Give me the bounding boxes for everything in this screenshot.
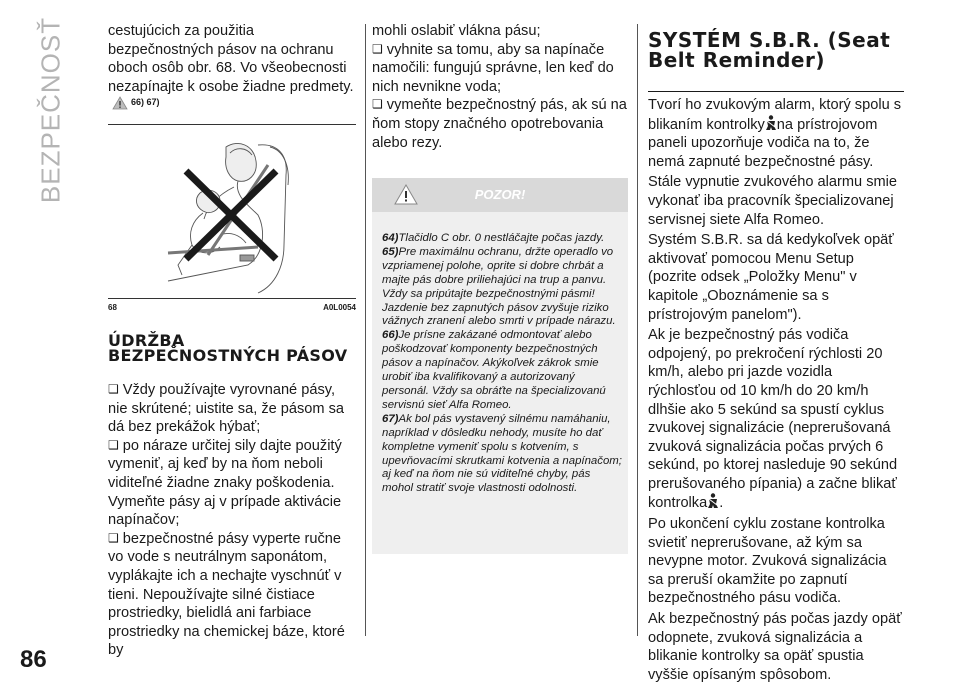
warning-ref-66: 66): [382, 329, 399, 342]
figure-caption: [108, 303, 356, 312]
paragraph-text: Tvorí ho zvukovým alarm, ktorý spolu s blikaním kontrolky: [648, 97, 902, 133]
page-number: 86: [20, 646, 47, 673]
warning-item: Pre maximálnu ochranu, držte operadlo vo vzpriamenej polohe, oprite si dobre chrbát a majte pás dobre priliehajúci na trup a panvu. Vždy sa pripútajte bezpečnostnými pásmi! Jazdenie bez zapnutých pásov zvyšuje riziko vážnych zranení alebo smrti v prípade nárazu.: [382, 245, 616, 328]
warning-triangle-icon: [112, 96, 128, 110]
heading-sbr-system: SYSTÉM S.B.R. (Seat Belt Reminder): [648, 28, 891, 72]
column-divider: [637, 24, 638, 636]
heading-belt-maintenance: ÚDRŽBA BEZPEČNOSTNÝCH PÁSOV: [108, 331, 348, 365]
warning-item: Je prísne zakázané odmontovať alebo poškodzovať komponenty bezpečnostných pásov a napínačov. Akýkoľvek zákrok smie urobiť iba kvalifikovaný a autorizovaný personál. Vždy sa obráťte na špecializovanú servisnú sieť Alfa Romeo.: [382, 329, 606, 411]
column-divider: [365, 24, 366, 636]
column-3-text: [648, 96, 904, 686]
figure-top-rule: [108, 124, 356, 125]
warning-ref-67: 67): [382, 412, 399, 425]
warning-text: [382, 232, 622, 496]
warning-ref-64: 64): [382, 232, 399, 244]
warning-ref-65: 65): [382, 245, 399, 258]
intro-refs: 66) 67): [131, 97, 160, 108]
list-item: ❑ bezpečnostné pásy vyperte ručne vo vode s neutrálnym saponátom, vyplákajte ich a nechajte vyschnúť v tieni. Nepoužívajte silné čistiace prostriedky, bielidlá ani farbiace prostriedky na chemickej báze, ktoré by: [108, 530, 356, 660]
seatbelt-warning-icon: [707, 493, 719, 509]
section-side-label: BEZPEČNOSŤ: [35, 16, 66, 204]
list-item: ❑ Vždy používajte vyrovnané pásy, nie skrútené; uistite sa, že pásom sa dá bez prekážok hýbať;: [108, 381, 356, 437]
seatbelt-warning-icon: [765, 115, 777, 131]
figure-code: A0L0054: [323, 303, 356, 312]
column-1-list: [108, 381, 356, 660]
list-item: ❑ po náraze určitej sily dajte použitý vymeniť, aj keď by na ňom neboli viditeľné žiadne znaky poškodenia. Vymeňte pásy aj v prípade aktivácie napínačov;: [108, 437, 356, 530]
warning-title: POZOR!: [474, 187, 526, 202]
paragraph-text: Ak bezpečnostný pás počas jazdy opäť odopnete, zvuková signalizácia a blikanie kontrolky sa opäť spustia vyššie opísaným spôsobom.: [648, 611, 902, 683]
list-item: ❑ vymeňte bezpečnostný pás, ak sú na ňom stopy značného opotrebovania alebo rezy.: [372, 96, 628, 152]
heading-rule: [648, 91, 904, 92]
figure-mother-child-seatbelt: [108, 135, 356, 295]
paragraph-text: na prístrojovom paneli upozorňuje vodiča na to, že nemá zapnuté bezpečnostné pásy.: [648, 116, 878, 170]
figure-number: 68: [108, 303, 117, 312]
warning-header: [372, 178, 628, 212]
paragraph-text: .: [719, 495, 724, 512]
warning-item: Tlačidlo C obr. 0 nestláčajte počas jazdy.: [398, 232, 605, 244]
column-2-text: [372, 22, 628, 152]
paragraph-text: Stále vypnutie zvukového alarmu smie vykonať iba pracovník špecializovanej servisnej siete Alfa Romeo.: [648, 174, 898, 228]
paragraph-text: Ak je bezpečnostný pás vodiča odpojený, po prekročení rýchlosti 20 km/h, alebo pri jazde vozidla rýchlosťou od 10 km/h do 20 km/h dlhšie ako 5 sekúnd sa spustí cyklus zvukovej signalizácie (neprerušovaná zvuková signalizácia počas prvých 6 sekúnd, po ktorej nasleduje 90 sekúnd prerušovaného pípania) a začne blikať kontrolka: [648, 327, 898, 512]
intro-text: cestujúcich za použitia bezpečnostných pásov na ochranu oboch osôb obr. 68. Vo všeobecnosti nezapínajte k osobe žiadne predmety.: [108, 23, 354, 95]
column-1-intro: [108, 22, 356, 116]
continued-text: mohli oslabiť vlákna pásu;: [372, 23, 541, 39]
figure-bottom-rule: [108, 298, 356, 299]
paragraph-text: Po ukončení cyklu zostane kontrolka svietiť neprerušovane, až kým sa nevypne motor. Zvuková signalizácia sa preruší okamžite po zapnutí bezpečnostného pásu vodiča.: [648, 516, 887, 607]
list-item: ❑ vyhnite sa tomu, aby sa napínače namočili: fungujú správne, len keď do nich nevnikne voda;: [372, 41, 628, 97]
warning-item: Ak bol pás vystavený silnému namáhaniu, napríklad v dôsledku nehody, musíte ho dať kompletne vymeniť spolu s kotvením, s upevňovacími skrutkami kotvenia a napínačom; aj keď na ňom nie sú viditeľné chyby, pás mohol stratiť svoje vlastnosti odolnosti.: [382, 412, 622, 495]
paragraph-text: Systém S.B.R. sa dá kedykoľvek opäť aktivovať pomocou Menu Setup (pozrite odsek „Položky Menu" v kapitole „Oboznámenie sa s prístrojovým panelom").: [648, 232, 894, 323]
